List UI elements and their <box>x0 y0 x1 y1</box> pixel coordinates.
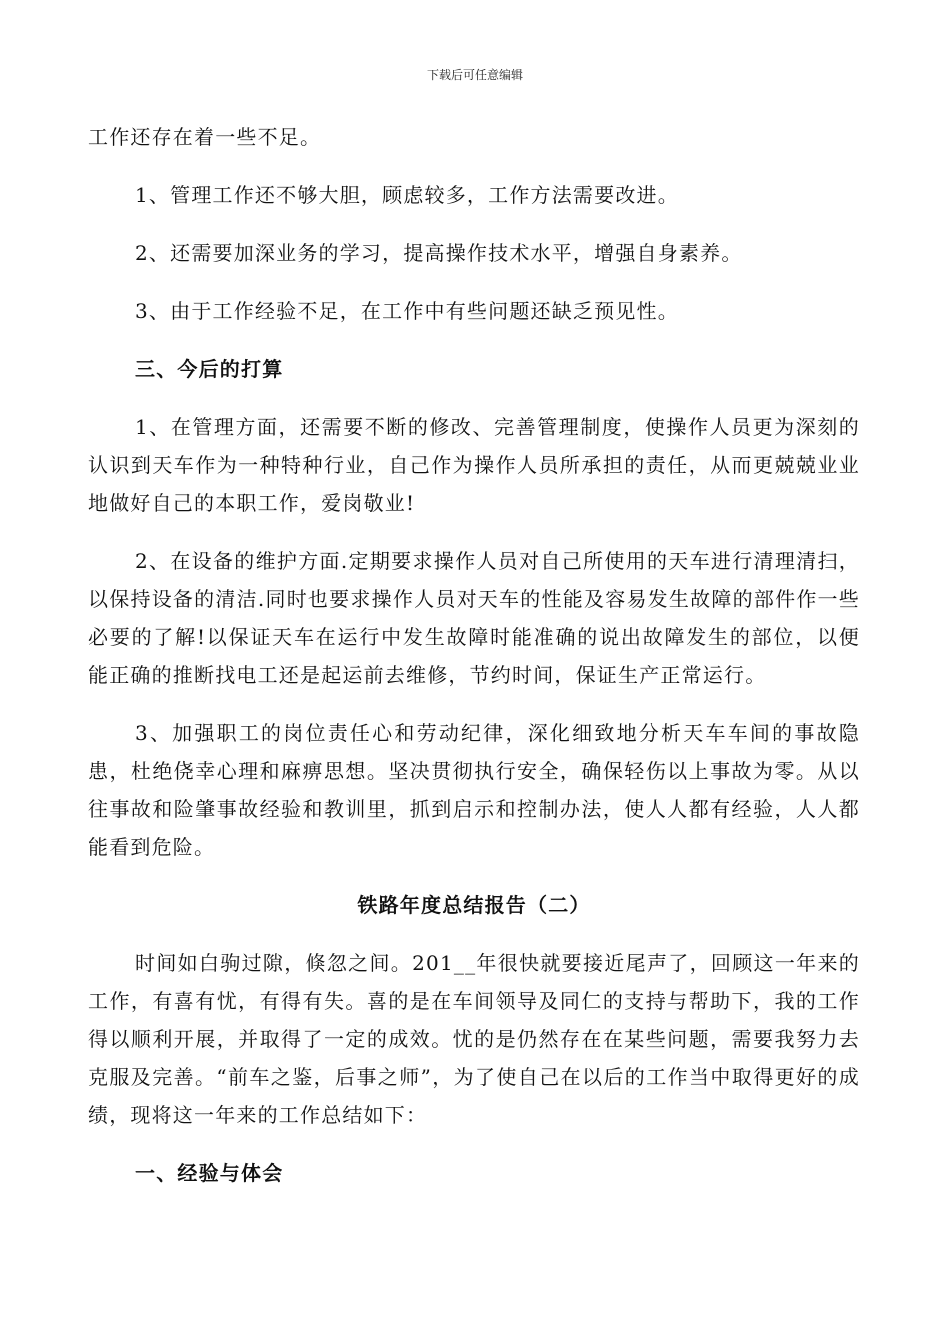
paragraph-plan-3: 3、加强职工的岗位责任心和劳动纪律，深化细致地分析天车车间的事故隐患，杜绝侥幸心理和麻痹思想。坚决贯彻执行安全，确保轻伤以上事故为零。从以往事故和险肇事故经验和教训里，抓到启示和控制办法，使人人都有经验，人人都能看到危险。 <box>88 721 860 859</box>
paragraph-plan-1: 1、在管理方面，还需要不断的修改、完善管理制度，使操作人员更为深刻的认识到天车作为一种特种行业，自己作为操作人员所承担的责任，从而更兢兢业业地做好自己的本职工作，爱岗敬业! <box>88 415 860 515</box>
paragraph-intro: 工作还存在着一些不足。 <box>88 125 322 149</box>
header-note: 下载后可任意编辑 <box>426 68 523 82</box>
section-heading-experience: 一、经验与体会 <box>135 1161 284 1185</box>
list-item-1: 1、管理工作还不够大胆，顾虑较多，工作方法需要改进。 <box>135 183 679 207</box>
report-title: 铁路年度总结报告（二） <box>357 893 591 917</box>
paragraph-plan-2: 2、在设备的维护方面.定期要求操作人员对自己所使用的天车进行清理清扫，以保持设备的清洁.同时也要求操作人员对天车的性能及容易发生故障的部件作一些必要的了解!以保证天车在运行中发生故障时能准确的说出故障发生的部位，以便能正确的推断找电工还是起运前去维修，节约时间，保证生产正常运行。 <box>88 549 860 687</box>
list-item-2: 2、还需要加深业务的学习，提高操作技术水平，增强自身素养。 <box>135 241 743 265</box>
document-body <box>88 118 860 1192</box>
list-item-3: 3、由于工作经验不足，在工作中有些问题还缺乏预见性。 <box>135 299 679 323</box>
paragraph-report-intro: 时间如白驹过隙，倏忽之间。201__年很快就要接近尾声了，回顾这一年来的工作，有喜有忧，有得有失。喜的是在车间领导及同仁的支持与帮助下，我的工作得以顺利开展，并取得了一定的成效。忧的是仍然存在在某些问题，需要我努力去克服及完善。“前车之鉴，后事之师”，为了使自己在以后的工作当中取得更好的成绩，现将这一年来的工作总结如下： <box>88 951 860 1127</box>
section-heading-plans: 三、今后的打算 <box>135 357 284 381</box>
